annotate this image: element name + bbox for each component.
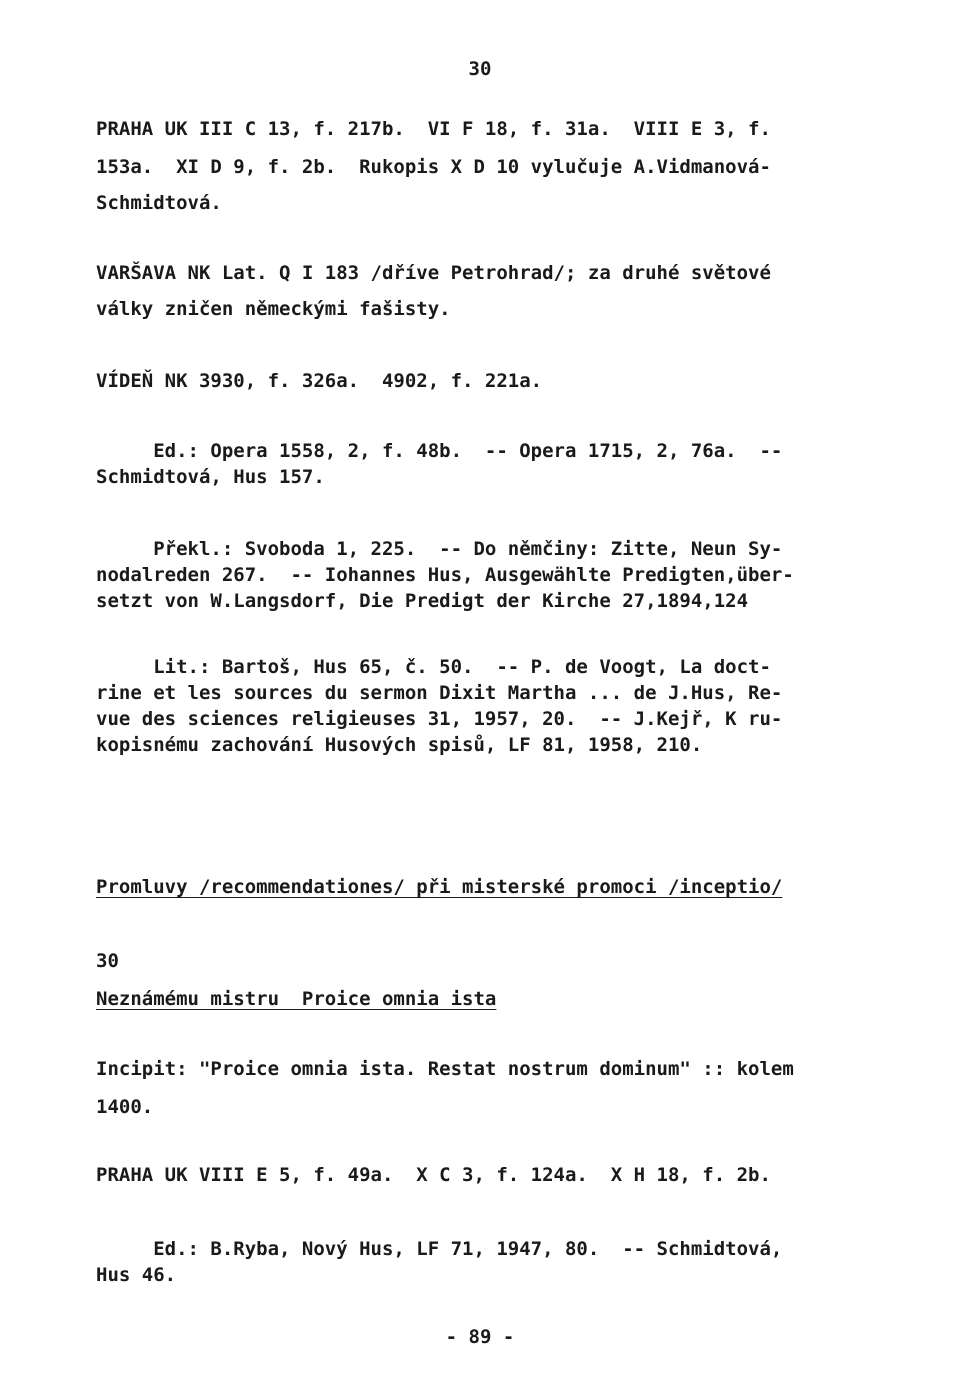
text-line: války zničen německými fašisty. <box>96 298 451 320</box>
incipit-line: 1400. <box>96 1096 154 1118</box>
text-line: 153a. XI D 9, f. 2b. Rukopis X D 10 vylučuje A.Vidmanová- <box>96 156 771 178</box>
text-line: vue des sciences religieuses 31, 1957, 20. -- J.Kejř, K ru- <box>96 708 783 730</box>
text-line: Překl.: Svoboda 1, 225. -- Do němčiny: Zitte, Neun Sy- <box>96 538 783 560</box>
entry-number: 30 <box>96 950 119 972</box>
text-line: rine et les sources du sermon Dixit Martha ... de J.Hus, Re- <box>96 682 783 704</box>
entry-title: Neznámému mistru Proice omnia ista <box>96 988 497 1010</box>
text-line: Ed.: Opera 1558, 2, f. 48b. -- Opera 1715, 2, 76a. -- <box>96 440 783 462</box>
edition-line: Hus 46. <box>96 1264 177 1286</box>
text-line: kopisnému zachování Husových spisů, LF 81, 1958, 210. <box>96 734 703 756</box>
page-number-bottom: - 89 - <box>445 1326 515 1348</box>
section-heading: Promluvy /recommendationes/ při misterské promoci /inceptio/ <box>96 876 783 898</box>
text-line: VÍDEŇ NK 3930, f. 326a. 4902, f. 221a. <box>96 370 543 392</box>
text-line: nodalreden 267. -- Iohannes Hus, Ausgewählte Predigten,über- <box>96 564 794 586</box>
text-line: Lit.: Bartoš, Hus 65, č. 50. -- P. de Voogt, La doct- <box>96 656 771 678</box>
incipit-line: Incipit: "Proice omnia ista. Restat nostrum dominum" :: kolem <box>96 1058 794 1080</box>
text-line: PRAHA UK III C 13, f. 217b. VI F 18, f. 31a. VIII E 3, f. <box>96 118 771 140</box>
text-line: Schmidtová, Hus 157. <box>96 466 325 488</box>
text-line: setzt von W.Langsdorf, Die Predigt der Kirche 27,1894,124 <box>96 590 749 612</box>
manuscripts-line: PRAHA UK VIII E 5, f. 49a. X C 3, f. 124a. X H 18, f. 2b. <box>96 1164 771 1186</box>
text-line: Schmidtová. <box>96 192 222 214</box>
page-number-top: 30 <box>468 58 492 80</box>
edition-line: Ed.: B.Ryba, Nový Hus, LF 71, 1947, 80. -- Schmidtová, <box>96 1238 783 1260</box>
text-line: VARŠAVA NK Lat. Q I 183 /dříve Petrohrad/; za druhé světové <box>96 262 771 284</box>
